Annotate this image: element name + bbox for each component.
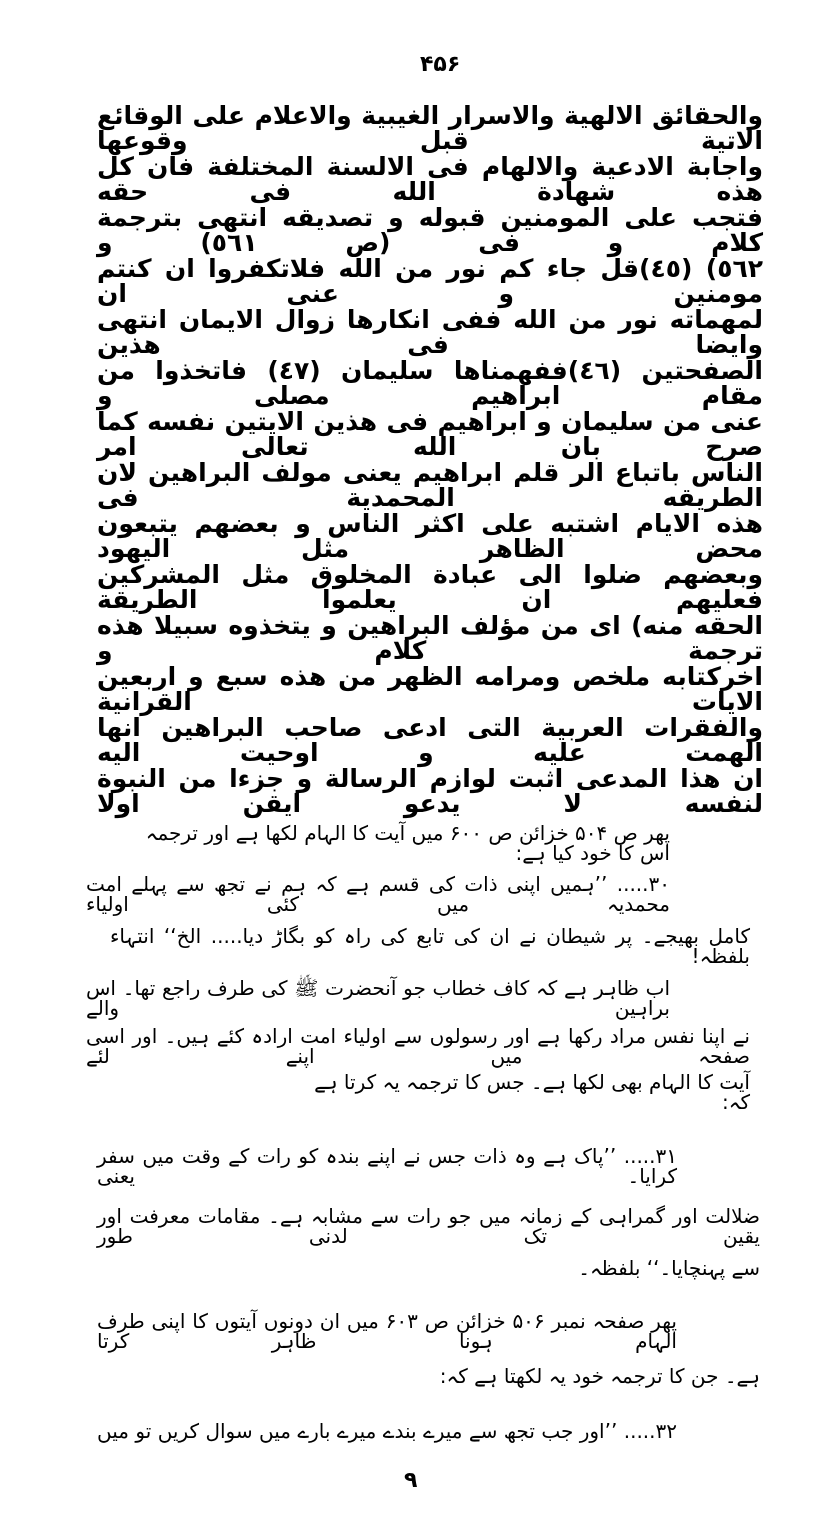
urdu-line: اب ظاہر ہے کہ کاف خطاب جو آنحضرت ﷺ کی طرف راجع تھا۔ اس براہین والے (86, 976, 670, 1020)
urdu-line: کامل بھیجے۔ پر شیطان نے ان کی تابع کی راہ کو بگاڑ دیا..... الخ‘‘ انتہاء بلفظہ! (110, 924, 750, 968)
arabic-line: والحقائق الالهية والاسرار الغيبية والاعلام على الوقائع الاتية قبل وقوعها (97, 101, 763, 155)
arabic-line: اخركتابه ملخص ومرامه الظهر من هذه سبع و اربعين الايات القرانية (97, 662, 763, 716)
arabic-line: والفقرات العربية التى ادعى صاحب البراهين انها الهمت عليه و اوحيت اليه (97, 713, 763, 767)
arabic-line: فتجب على المومنين قبوله و تصديقه انتهى بترجمة كلام و فى (ص ٥٦١) و (97, 203, 763, 257)
arabic-line: وبعضهم ضلوا الى عبادة المخلوق مثل المشركين فعليهم ان يعلموا الطريقة (97, 560, 763, 614)
page-number-bottom: ۹ (404, 1468, 418, 1493)
page-number-top: ۴۵۶ (420, 52, 461, 77)
arabic-line: الحقه منه) اى من مؤلف البراهين و يتخذوه سبيلا هذه ترجمة كلام و (97, 611, 763, 665)
arabic-line: لمهماته نور من الله ففى انكارها زوال الايمان انتهى وايضا فى هذين (97, 305, 763, 359)
arabic-line: ٥٦٢) (٤٥)قل جاء كم نور من الله فلاتكفروا ان كنتم مومنين و عنى ان (97, 254, 763, 308)
arabic-line: ان هذا المدعى اثبت لوازم الرسالة و جزءا من النبوة لنفسه لا يدعو ايقن اولا (97, 764, 763, 818)
urdu-line: پھر صفحہ نمبر ۵۰۶ خزائن ص ۶۰۳ میں ان دونوں آیتوں کا اپنی طرف الہام ہونا ظاہر کرتا (97, 1309, 677, 1353)
arabic-line: هذه الايام اشتبه على اكثر الناس و بعضهم يتبعون محض الظاهر مثل اليهود (97, 509, 763, 563)
arabic-line: عنى من سليمان و ابراهيم فى هذين الايتين نفسه كما صرح بان الله تعالى امر (97, 407, 763, 461)
urdu-line: ۳۰..... ’’ہمیں اپنی ذات کی قسم ہے کہ ہم نے تجھ سے پہلے امت محمدیہ میں کئی اولیاء (86, 872, 670, 916)
urdu-line: ۳۲..... ’’اور جب تجھ سے میرے بندے میرے بارے میں سوال کریں تو میں (97, 1419, 677, 1443)
urdu-line: آیت کا الہام بھی لکھا ہے۔ جس کا ترجمہ یہ کرتا ہے کہ: (314, 1070, 750, 1114)
urdu-line: پھر ص ۵۰۴ خزائن ص ۶۰۰ میں آیت کا الہام لکھا ہے اور ترجمہ اس کا خود کیا ہے: (145, 821, 670, 865)
urdu-line: نے اپنا نفس مراد رکھا ہے اور رسولوں سے اولیاء امت ارادہ کئے ہیں۔ اور اسی صفحہ میں اپنے لئے (86, 1024, 750, 1068)
urdu-line: ہے۔ جن کا ترجمہ خود یہ لکھتا ہے کہ: (439, 1364, 760, 1388)
urdu-line: سے پہنچایا۔‘‘ بلفظہ۔ (578, 1256, 760, 1280)
arabic-line: الصفحتين (٤٦)ففهمناها سليمان (٤٧) فاتخذوا من مقام ابراهيم مصلى و (97, 356, 764, 410)
urdu-line: ضلالت اور گمراہی کے زمانہ میں جو رات سے مشابہ ہے۔ مقامات معرفت اور یقین تک لدنی طور (97, 1204, 760, 1248)
arabic-line: الناس باتباع الر قلم ابراهيم يعنى مولف البراهين لان الطريقه المحمدية فى (97, 458, 763, 512)
urdu-line: ۳۱..... ’’پاک ہے وہ ذات جس نے اپنے بندہ کو رات کے وقت میں سفر کرایا۔ یعنی (97, 1144, 677, 1188)
arabic-line: واجابة الادعية والالهام فى الالسنة المختلفة فان كل هذه شهادة الله فى حقه (97, 152, 763, 206)
